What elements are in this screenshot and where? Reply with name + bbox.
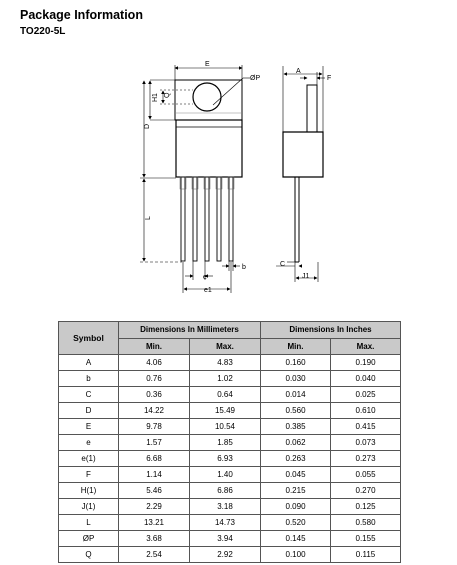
mm-max-cell: 1.02 [190,371,261,387]
in-min-cell: 0.385 [261,419,331,435]
mm-max-cell: 14.73 [190,515,261,531]
mm-min-header: Min. [119,338,190,355]
dimensions-table [58,321,401,563]
label-C: C [280,261,286,268]
symbol-cell: b [59,371,119,387]
symbol-cell: C [59,387,119,403]
label-H1: H1 [152,93,159,102]
label-L: L [145,216,152,220]
mm-min-cell: 5.46 [119,483,190,499]
in-max-header: Max. [331,338,401,355]
symbol-cell: e(1) [59,451,119,467]
mm-min-cell: 4.06 [119,355,190,371]
mm-max-cell: 3.18 [190,499,261,515]
in-header: Dimensions In Inches [261,322,401,339]
in-max-cell: 0.025 [331,387,401,403]
mm-max-header: Max. [190,338,261,355]
table-row [59,483,401,499]
front-view [175,80,242,261]
label-e1: e1 [204,287,212,294]
label-F: F [327,75,332,82]
symbol-cell: E [59,419,119,435]
side-tab [307,85,317,132]
mm-min-cell: 3.68 [119,531,190,547]
label-A: A [296,68,301,75]
table-row [59,515,401,531]
package-tab [175,80,242,120]
table-row [59,419,401,435]
in-min-cell: 0.014 [261,387,331,403]
mm-max-cell: 15.49 [190,403,261,419]
mm-max-cell: 0.64 [190,387,261,403]
in-max-cell: 0.273 [331,451,401,467]
mm-min-cell: 1.14 [119,467,190,483]
table-row [59,451,401,467]
mm-max-cell: 10.54 [190,419,261,435]
label-e: e [203,274,207,281]
label-E: E [205,61,210,68]
mm-min-cell: 2.54 [119,547,190,563]
mm-header: Dimensions In Millimeters [119,322,261,339]
mm-max-cell: 6.93 [190,451,261,467]
package-name: TO220-5L [20,26,66,37]
in-min-cell: 0.145 [261,531,331,547]
table-row [59,547,401,563]
symbol-cell: D [59,403,119,419]
mm-min-cell: 0.36 [119,387,190,403]
label-b: b [242,264,246,271]
mm-min-cell: 1.57 [119,435,190,451]
in-min-cell: 0.090 [261,499,331,515]
symbol-cell: ØP [59,531,119,547]
in-max-cell: 0.415 [331,419,401,435]
symbol-header: Symbol [59,322,119,355]
table-row [59,499,401,515]
in-min-cell: 0.160 [261,355,331,371]
symbol-cell: F [59,467,119,483]
mm-max-cell: 6.86 [190,483,261,499]
in-max-cell: 0.115 [331,547,401,563]
in-min-cell: 0.030 [261,371,331,387]
mm-min-cell: 2.29 [119,499,190,515]
table-row [59,435,401,451]
symbol-cell: A [59,355,119,371]
table-row [59,467,401,483]
mm-min-cell: 14.22 [119,403,190,419]
label-P: ØP [250,75,261,82]
in-max-cell: 0.125 [331,499,401,515]
in-max-cell: 0.190 [331,355,401,371]
symbol-cell: J(1) [59,499,119,515]
mm-min-cell: 6.68 [119,451,190,467]
table-row [59,387,401,403]
table-row [59,531,401,547]
side-body [283,132,323,177]
in-min-cell: 0.045 [261,467,331,483]
symbol-cell: Q [59,547,119,563]
leads [180,177,234,261]
symbol-cell: e [59,435,119,451]
in-min-cell: 0.100 [261,547,331,563]
in-max-cell: 0.610 [331,403,401,419]
in-max-cell: 0.580 [331,515,401,531]
mm-max-cell: 4.83 [190,355,261,371]
package-body [176,120,242,177]
in-max-cell: 0.055 [331,467,401,483]
in-min-cell: 0.520 [261,515,331,531]
page-title: Package Information [20,8,143,22]
label-Q: Q [164,92,171,98]
mm-min-cell: 9.78 [119,419,190,435]
label-D: D [144,123,151,129]
in-min-cell: 0.560 [261,403,331,419]
in-max-cell: 0.270 [331,483,401,499]
in-min-cell: 0.215 [261,483,331,499]
symbol-cell: H(1) [59,483,119,499]
in-min-cell: 0.263 [261,451,331,467]
mm-max-cell: 2.92 [190,547,261,563]
symbol-cell: L [59,515,119,531]
label-J1: J1 [302,273,310,280]
in-max-cell: 0.155 [331,531,401,547]
table-row [59,403,401,419]
mm-min-cell: 0.76 [119,371,190,387]
in-min-header: Min. [261,338,331,355]
in-max-cell: 0.040 [331,371,401,387]
mm-max-cell: 1.40 [190,467,261,483]
in-max-cell: 0.073 [331,435,401,451]
mm-max-cell: 3.94 [190,531,261,547]
table-row [59,371,401,387]
in-min-cell: 0.062 [261,435,331,451]
side-view [283,85,323,262]
mm-max-cell: 1.85 [190,435,261,451]
mm-min-cell: 13.21 [119,515,190,531]
table-row [59,355,401,371]
